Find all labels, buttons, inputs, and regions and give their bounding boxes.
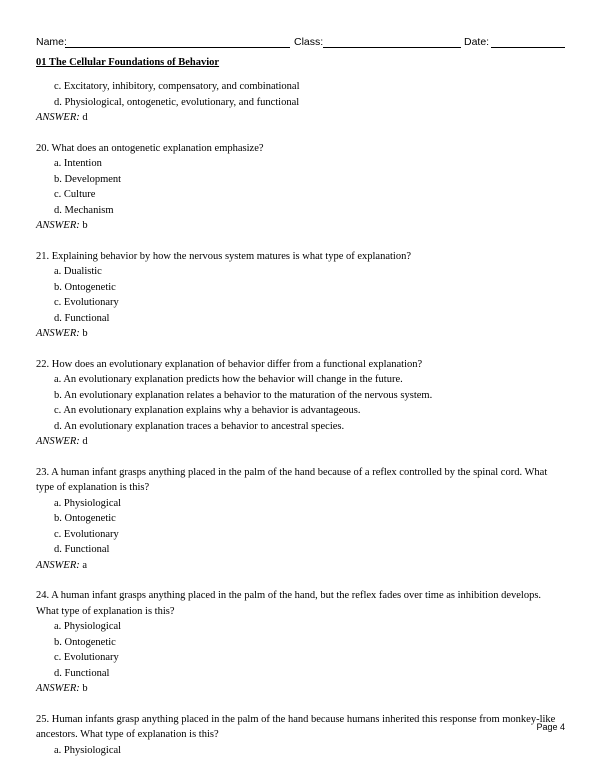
answer-option: d. Physiological, ontogenetic, evolutionary, and functional (54, 96, 300, 108)
question-block-22 (36, 357, 566, 450)
answer-option: a. Physiological (54, 497, 122, 509)
page-number: Page 4 (536, 722, 565, 732)
answer-option: b. Ontogenetic (54, 281, 116, 293)
question-list (36, 79, 566, 758)
answer-value: d (82, 112, 88, 123)
question-text: 21. Explaining behavior by how the nervous system matures is what type of explanation? (36, 250, 412, 262)
date-label: Date: (464, 36, 490, 48)
answer-option: d. Functional (54, 544, 110, 555)
answer-option: d. An evolutionary explanation traces a behavior to ancestral species. (54, 420, 345, 432)
date-field-line[interactable] (491, 47, 565, 48)
answer-option: a. Physiological (54, 744, 122, 756)
answer-label: ANSWER: (36, 559, 80, 571)
answer-option: a. Intention (54, 158, 102, 169)
question-block-25 (36, 712, 566, 759)
answer-option: b. Ontogenetic (54, 513, 116, 524)
answer-label: ANSWER: (36, 436, 80, 447)
question-text: 24. A human infant grasps anything placed in the palm of the hand, but the reflex fades over time as inhibition develops. What type of explanation is this? (36, 590, 542, 617)
form-header (36, 35, 566, 49)
answer-value: b (82, 328, 88, 339)
answer-option: c. Culture (54, 189, 96, 200)
answer-option: a. Physiological (54, 621, 122, 632)
class-field-line[interactable] (323, 47, 461, 48)
answer-label: ANSWER: (36, 220, 80, 231)
answer-line (36, 681, 566, 697)
answer-option: c. An evolutionary explanation explains why a behavior is advantageous. (54, 405, 361, 416)
answer-option: b. An evolutionary explanation relates a behavior to the maturation of the nervous system. (54, 389, 433, 401)
question-block-21 (36, 249, 566, 342)
answer-option: d. Functional (54, 312, 110, 324)
answer-option: c. Evolutionary (54, 528, 119, 540)
answer-option: d. Functional (54, 667, 110, 679)
class-label: Class: (294, 36, 324, 48)
question-text: 20. What does an ontogenetic explanation emphasize? (36, 142, 264, 154)
question-text: 25. Human infants grasp anything placed in the palm of the hand because humans inherited this response from monkey-like ancestors. What type of explanation is this? (36, 713, 556, 740)
answer-option: c. Evolutionary (54, 652, 119, 663)
answer-value: b (82, 683, 88, 694)
question-text: 22. How does an evolutionary explanation of behavior differ from a functional explanation? (36, 358, 423, 370)
answer-line (36, 434, 566, 450)
answer-option: c. Excitatory, inhibitory, compensatory, and combinational (54, 81, 300, 92)
answer-line (36, 218, 566, 234)
answer-value: b (82, 220, 88, 231)
answer-option: a. An evolutionary explanation predicts how the behavior will change in the future. (54, 374, 403, 385)
answer-label: ANSWER: (36, 683, 80, 694)
answer-option: b. Ontogenetic (54, 636, 116, 648)
answer-label: ANSWER: (36, 112, 80, 123)
answer-line (36, 110, 566, 126)
answer-option: c. Evolutionary (54, 297, 119, 308)
answer-line (36, 326, 566, 342)
answer-line (36, 558, 566, 574)
answer-option: a. Dualistic (54, 266, 102, 277)
answer-value: a (82, 559, 88, 571)
answer-option: b. Development (54, 173, 122, 185)
question-text: 23. A human infant grasps anything placed in the palm of the hand because of a reflex controlled by the spinal cord. What type of explanation is this? (36, 466, 548, 493)
name-label: Name: (36, 36, 67, 48)
question-block-continued (36, 79, 566, 126)
answer-label: ANSWER: (36, 328, 80, 339)
name-field-line[interactable] (65, 47, 290, 48)
question-block-20 (36, 141, 566, 234)
answer-option: d. Mechanism (54, 204, 114, 216)
answer-value: d (82, 436, 88, 447)
question-block-23 (36, 465, 566, 574)
chapter-title: 01 The Cellular Foundations of Behavior (36, 57, 220, 68)
question-block-24 (36, 588, 566, 697)
